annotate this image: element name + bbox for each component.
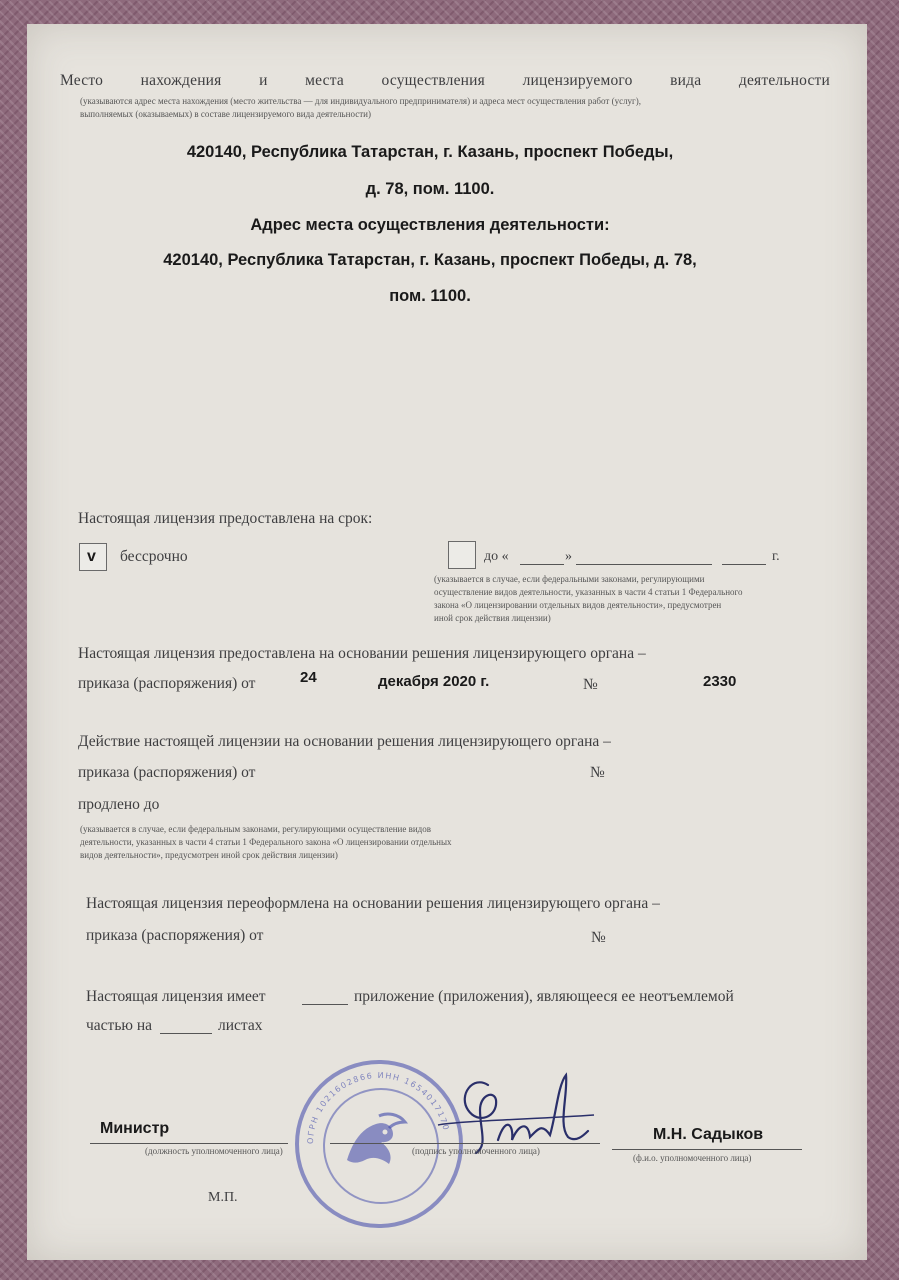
extension-number-sign: №: [590, 764, 605, 781]
basis-number: 2330: [703, 673, 737, 690]
extension-hint-line3: видов деятельности», предусмотрен иной срок действия лицензии): [80, 850, 338, 860]
basis-line1: Настоящая лицензия предоставлена на основании решения лицензирующего органа –: [78, 645, 646, 662]
basis-line2-prefix: приказа (распоряжения) от: [78, 675, 256, 692]
checkbox-mark: v: [87, 548, 96, 565]
indefinite-label: бессрочно: [120, 548, 188, 565]
signatory-name: М.Н. Садыков: [653, 1126, 764, 1143]
indefinite-checkbox: [79, 543, 107, 571]
until-label: до «: [484, 549, 509, 564]
location-hint-line2: выполняемых (оказываемых) в составе лицензируемого вида деятельности): [80, 109, 371, 119]
until-month-line: [576, 564, 712, 565]
address-line1: 420140, Республика Татарстан, г. Казань, проспект Победы,: [186, 143, 674, 161]
activity-address-heading: Адрес места осуществления деятельности:: [250, 216, 610, 234]
reissue-number-sign: №: [591, 929, 606, 946]
signature-hint: (подпись уполномоченного лица): [412, 1146, 540, 1156]
address-line2: д. 78, пом. 1100.: [365, 180, 495, 198]
basis-number-sign: №: [583, 676, 598, 693]
position-hint: (должность уполномоченного лица): [145, 1146, 283, 1156]
extended-until-label: продлено до: [78, 796, 160, 813]
signature-line: [330, 1143, 600, 1144]
reissue-line1: Настоящая лицензия переоформлена на основании решения лицензирующего органа –: [86, 895, 660, 912]
signatory-position: Министр: [100, 1120, 170, 1137]
basis-month-year: декабря 2020 г.: [378, 673, 490, 690]
term-hint-line2: осуществление видов деятельности, указанных в части 4 статьи 1 Федерального: [434, 587, 743, 597]
basis-day: 24: [300, 669, 317, 686]
extension-hint-line1: (указывается в случае, если федеральным законами, регулирующими осуществление видов: [80, 824, 431, 834]
appendix-line1-suffix: приложение (приложения), являющееся ее неотъемлемой: [354, 988, 734, 1005]
year-suffix: г.: [772, 549, 780, 564]
term-hint-line4: иной срок действия лицензии): [434, 613, 551, 623]
seal-place-label: М.П.: [208, 1190, 238, 1205]
until-quote-close: »: [565, 549, 572, 564]
term-hint-line3: закона «О лицензировании отдельных видов деятельности», предусмотрен: [434, 600, 722, 610]
location-heading: Место нахождения и места осуществления лицензируемого вида деятельности: [60, 72, 830, 89]
appendix-count-line: [302, 1004, 348, 1005]
activity-address-line2: пом. 1100.: [389, 287, 471, 305]
reissue-line2-prefix: приказа (распоряжения) от: [86, 927, 264, 944]
term-hint-line1: (указывается в случае, если федеральными законами, регулирующими: [434, 574, 705, 584]
stamp-ring-text: ОГРН 1021602866 ИНН 1654017170: [305, 1070, 451, 1145]
name-hint: (ф.и.о. уполномоченного лица): [633, 1153, 752, 1163]
appendix-line2-suffix: листах: [218, 1017, 263, 1034]
appendix-line2-prefix: частью на: [86, 1017, 153, 1034]
activity-address-line1: 420140, Республика Татарстан, г. Казань, проспект Победы, д. 78,: [163, 251, 697, 269]
until-day-line: [520, 564, 564, 565]
extension-hint-line2: деятельности, указанных в части 4 статьи 1 Федерального закона «О лицензировании отдельных: [80, 837, 452, 847]
extension-line2-prefix: приказа (распоряжения) от: [78, 764, 256, 781]
appendix-line1-prefix: Настоящая лицензия имеет: [86, 988, 266, 1005]
until-year-line: [722, 564, 766, 565]
name-line: [612, 1149, 802, 1150]
position-line: [90, 1143, 288, 1144]
until-checkbox: [448, 541, 476, 569]
location-hint-line1: (указываются адрес места нахождения (место жительства — для индивидуального предпринимателя) и адреса мест осуществления работ (услуг),: [80, 96, 641, 106]
term-label: Настоящая лицензия предоставлена на срок:: [78, 510, 373, 527]
extension-line1: Действие настоящей лицензии на основании решения лицензирующего органа –: [78, 733, 611, 750]
appendix-sheets-line: [160, 1033, 212, 1034]
